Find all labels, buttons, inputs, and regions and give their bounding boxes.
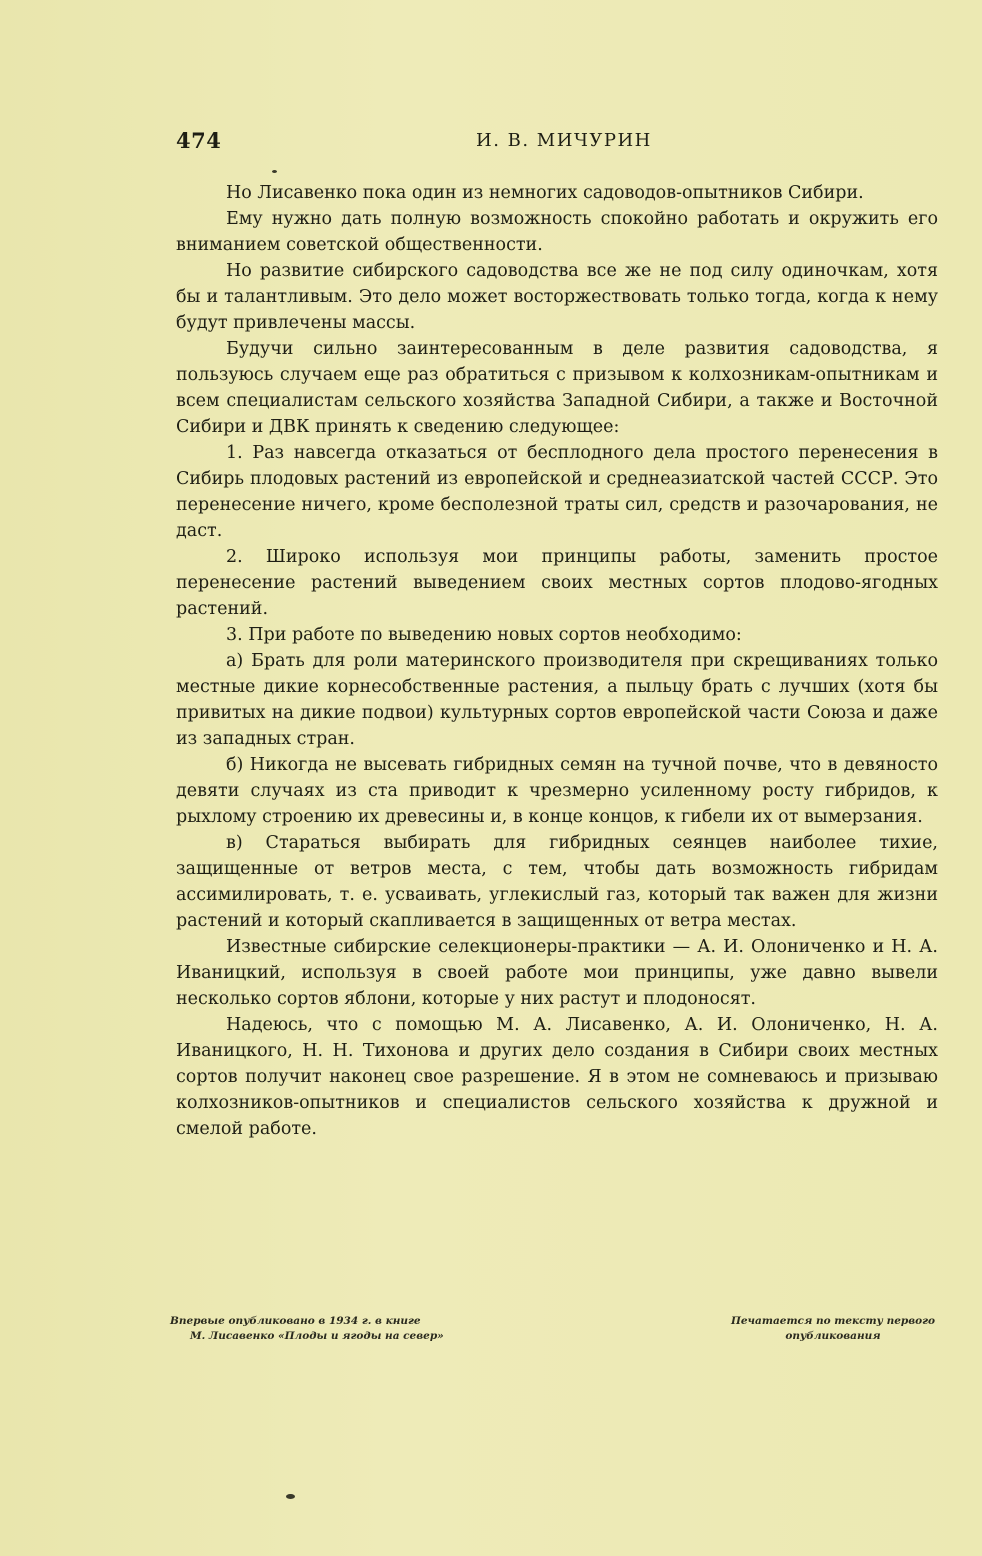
publication-note xyxy=(170,1314,530,1344)
footnote-block xyxy=(170,1314,948,1354)
print-source-line: опубликования xyxy=(785,1330,881,1342)
print-speck xyxy=(286,1494,295,1499)
paragraph: Ему нужно дать полную возможность спокойно работать и окружить его вниманием советской общественности. xyxy=(176,209,938,255)
paragraph: Но развитие сибирского садоводства все же не под силу одиночкам, хотя бы и талантливым. Это дело может восторжествовать только тогда, когда к нему будут привлечены массы. xyxy=(176,261,938,333)
running-title: И. В. МИЧУРИН xyxy=(476,130,652,151)
paragraph: Известные сибирские селекционеры-практики — А. И. Олониченко и Н. А. Иваницкий, используя в своей работе мои принципы, уже давно вывели несколько сортов яблони, которые у них растут и плодоносят. xyxy=(176,937,938,1009)
publication-note-line: Впервые опубликовано в 1934 г. в книге xyxy=(170,1315,421,1327)
list-item-3: 3. При работе по выведению новых сортов необходимо: xyxy=(226,625,742,645)
sub-item-b: б) Никогда не высевать гибридных семян на тучной почве, что в девяносто девяти случаях из ста приводит к чрезмерно усиленному росту гибридов, к рыхлому строению их древесины и, в конце концов, к гибели их от вымерзания. xyxy=(176,755,938,827)
paragraph: Надеюсь, что с помощью М. А. Лисавенко, А. И. Олониченко, Н. А. Иваницкого, Н. Н. Тихонова и других дело создания в Сибири своих местных сортов получит наконец свое разрешение. Я в этом не сомневаюсь и призываю колхозников-опытников и специалистов сельского хозяйства к дружной и смелой работе. xyxy=(176,1015,938,1139)
paragraph: Будучи сильно заинтересованным в деле развития садоводства, я пользуюсь случаем еще раз обратиться с призывом к колхозникам-опытникам и всем специалистам сельского хозяйства Западной Сибири, а также и Восточной Сибири и ДВК принять к сведению следующее: xyxy=(176,339,938,437)
page-number: 474 xyxy=(176,128,222,153)
print-source-line: Печатается по тексту первого xyxy=(730,1315,936,1327)
paragraph: Но Лисавенко пока один из немногих садоводов-опытников Сибири. xyxy=(226,183,864,203)
publication-note-line: М. Лисавенко «Плоды и ягоды на север» xyxy=(190,1330,444,1342)
print-speck xyxy=(272,170,277,173)
sub-item-v: в) Стараться выбирать для гибридных сеянцев наиболее тихие, защищенные от ветров места, с тем, чтобы дать возможность гибридам ассимилировать, т. е. усваивать, углекислый газ, который так важен для жизни растений и который скапливается в защищенных от ветра местах. xyxy=(176,833,938,931)
body-text xyxy=(176,180,938,1142)
list-item-2: 2. Широко используя мои принципы работы, заменить простое перенесение растений выведением своих местных сортов плодово-ягодных растений. xyxy=(176,547,938,619)
page-header xyxy=(176,128,938,158)
list-item-1: 1. Раз навсегда отказаться от бесплодного дела простого перенесения в Сибирь плодовых растений из европейской и среднеазиатской частей СССР. Это перенесение ничего, кроме бесполезной траты сил, средств и разочарования, не даст. xyxy=(176,443,938,541)
sub-item-a: а) Брать для роли материнского производителя при скрещиваниях только местные дикие корнесобственные растения, а пыльцу брать с лучших (хотя бы привитых на дикие подвои) культурных сортов европейской части Союза и даже из западных стран. xyxy=(176,651,938,749)
print-source-note xyxy=(718,1314,948,1344)
